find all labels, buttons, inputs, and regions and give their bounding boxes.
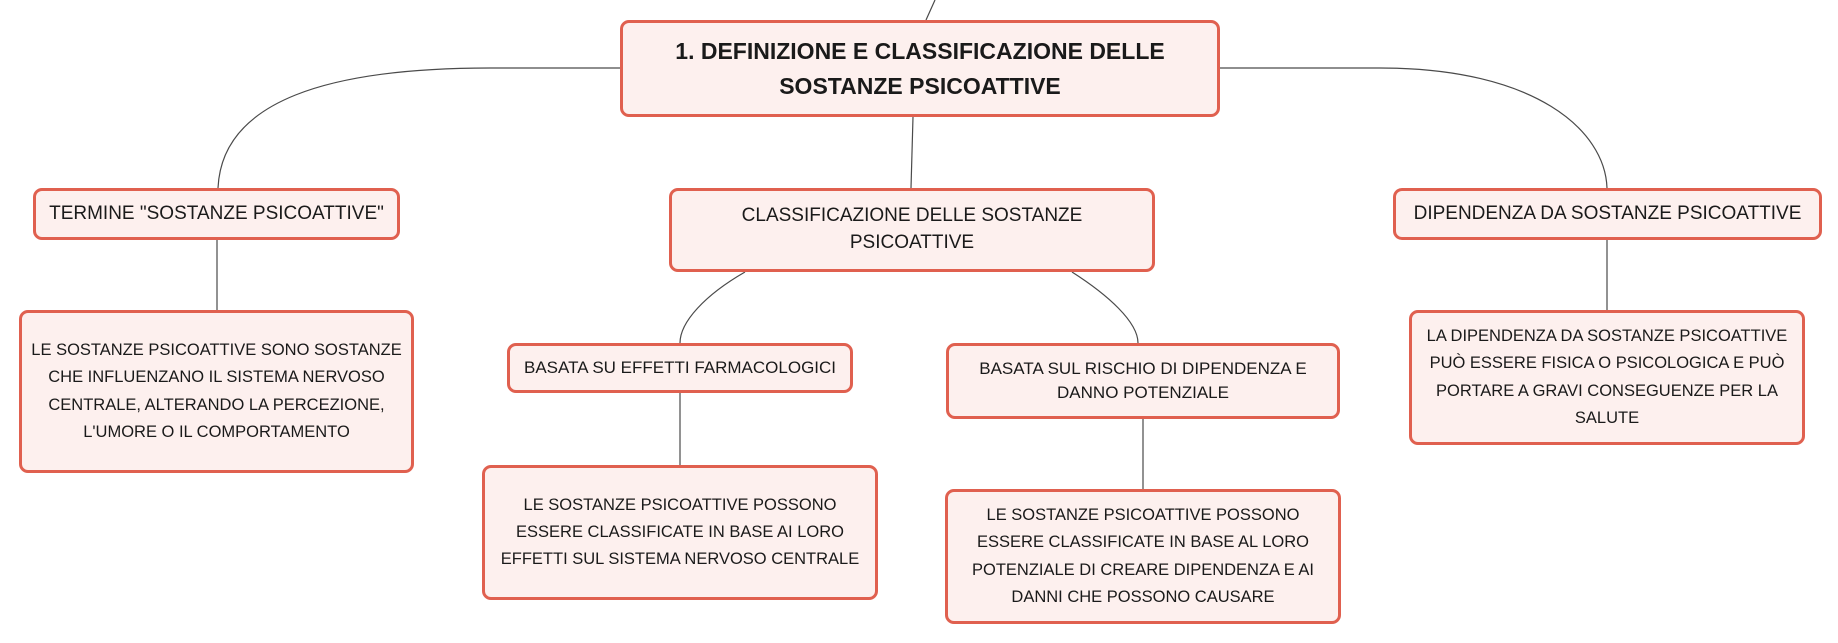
description-effetti-text: LE SOSTANZE PSICOATTIVE POSSONO ESSERE CLASSIFICATE IN BASE AI LORO EFFETTI SUL SISTEMA NERVOSO CENTRALE xyxy=(500,495,860,569)
topic-classificazione-label: CLASSIFICAZIONE DELLE SOSTANZE PSICOATTIVE xyxy=(741,205,1083,253)
topic-classificazione[interactable] xyxy=(669,188,1155,272)
description-effetti[interactable] xyxy=(482,465,878,600)
connector-incoming-root xyxy=(926,0,935,20)
root-topic-label: 1. DEFINIZIONE E CLASSIFICAZIONE DELLE SOSTANZE PSICOATTIVE xyxy=(675,38,1165,99)
root-topic-node[interactable] xyxy=(620,20,1220,117)
topic-dipendenza[interactable] xyxy=(1393,188,1822,240)
description-termine[interactable] xyxy=(19,310,414,473)
description-dipendenza-text: LA DIPENDENZA DA SOSTANZE PSICOATTIVE PUÒ ESSERE FISICA O PSICOLOGICA E PUÒ PORTARE A GRAVI CONSEGUENZE PER LA SALUTE xyxy=(1426,327,1788,427)
description-dipendenza[interactable] xyxy=(1409,310,1805,445)
topic-dipendenza-label: DIPENDENZA DA SOSTANZE PSICOATTIVE xyxy=(1413,202,1802,224)
description-termine-text: LE SOSTANZE PSICOATTIVE SONO SOSTANZE CHE INFLUENZANO IL SISTEMA NERVOSO CENTRALE, ALTERANDO LA PERCEZIONE, L'UMORE O IL COMPORTAMENTO xyxy=(31,341,402,441)
connector-root-to-termine xyxy=(218,68,620,188)
subtopic-effetti-label: BASATA SU EFFETTI FARMACOLOGICI xyxy=(523,358,837,378)
topic-termine-label: TERMINE "SOSTANZE PSICOATTIVE" xyxy=(49,202,384,224)
connector-root-to-dipendenza xyxy=(1220,68,1607,188)
connector-root-to-classificazione xyxy=(911,117,913,188)
topic-termine-sostanze-psicoattive[interactable] xyxy=(33,188,400,240)
subtopic-rischio-label: BASATA SUL RISCHIO DI DIPENDENZA E DANNO POTENZIALE xyxy=(979,359,1307,402)
connector-classificazione-to-effetti xyxy=(680,272,745,343)
connector-classificazione-to-rischio xyxy=(1072,272,1138,343)
description-rischio[interactable] xyxy=(945,489,1341,624)
subtopic-rischio-dipendenza[interactable] xyxy=(946,343,1340,419)
description-rischio-text: LE SOSTANZE PSICOATTIVE POSSONO ESSERE CLASSIFICATE IN BASE AL LORO POTENZIALE DI CREARE DIPENDENZA E AI DANNI CHE POSSONO CAUSARE xyxy=(972,506,1314,606)
subtopic-effetti-farmacologici[interactable] xyxy=(507,343,853,393)
